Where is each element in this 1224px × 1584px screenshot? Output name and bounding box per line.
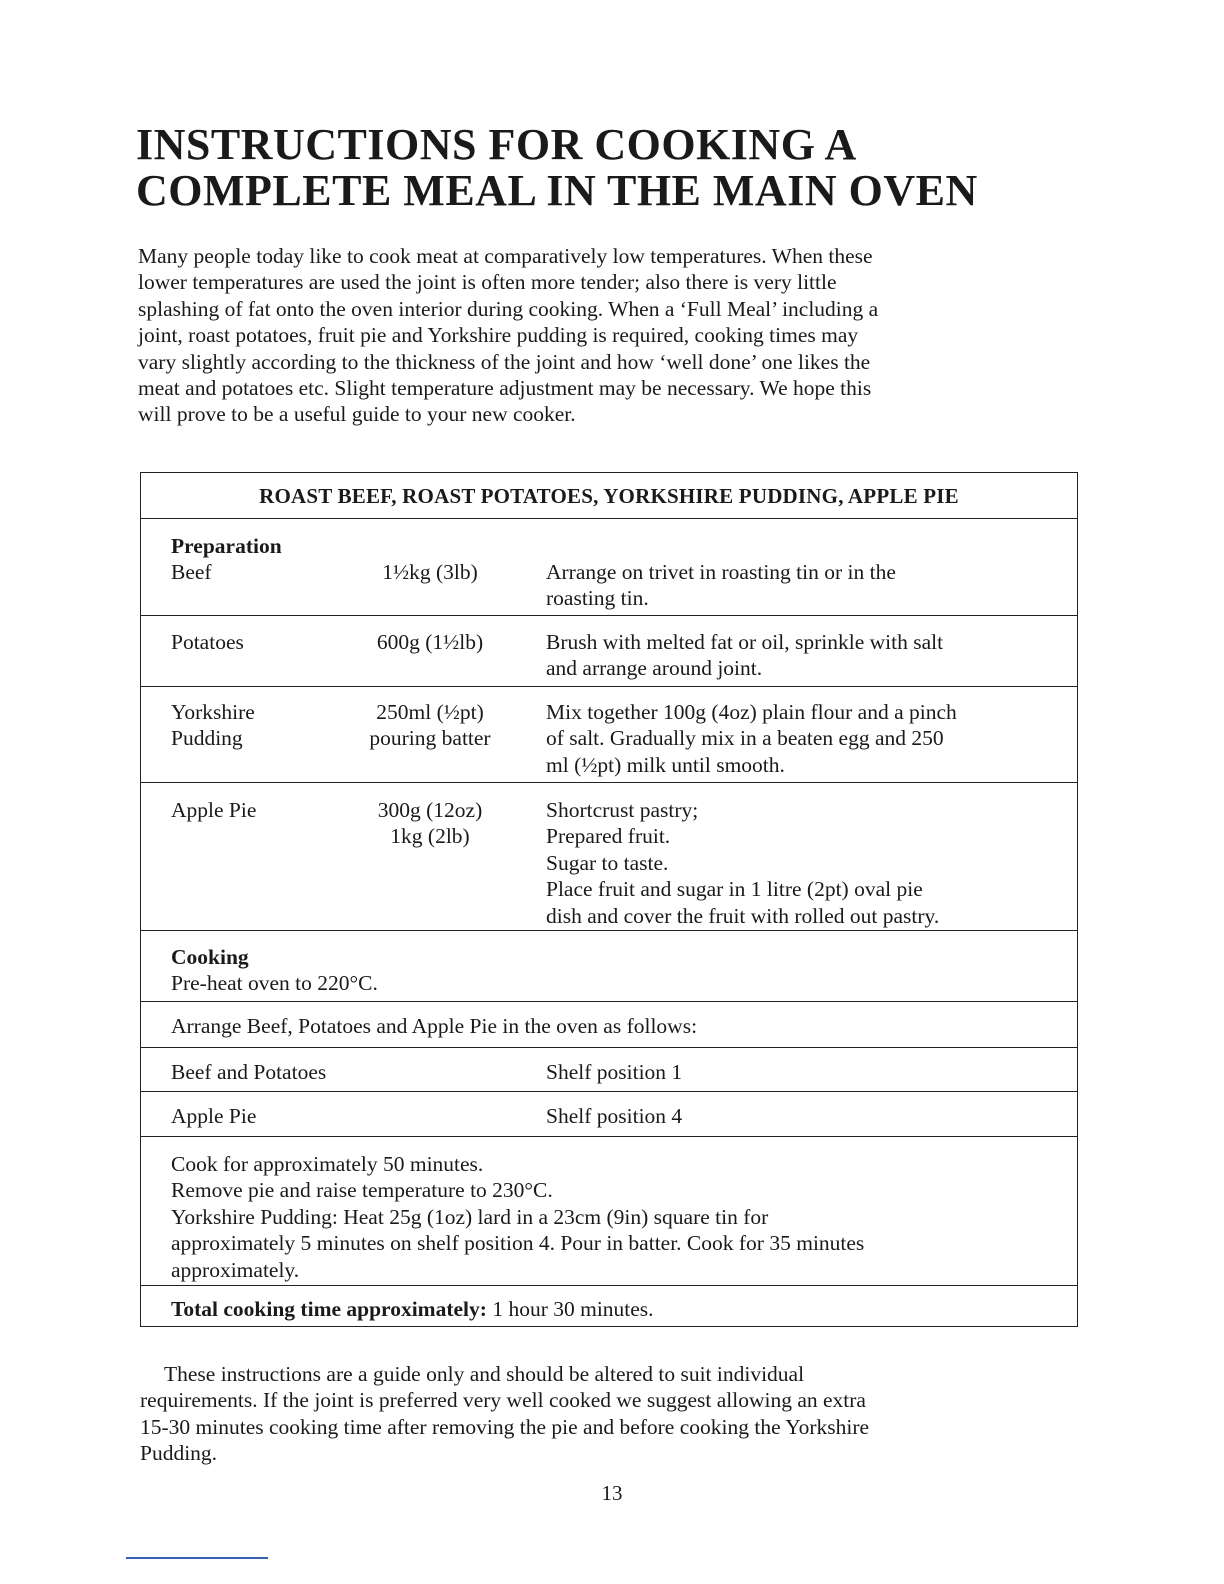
notes-apple-pie: Shortcrust pastry; Prepared fruit. Sugar to taste. Place fruit and sugar in 1 litre (2pt) oval pie dish and cover the fruit with rolled out pastry. [546,798,940,928]
qty-yorkshire: 250ml (½pt) [376,700,484,724]
table-row-shelf-beef [141,1048,1077,1092]
item-apple-pie: Apple Pie [171,798,257,822]
notes-potatoes: Brush with melted fat or oil, sprinkle with salt and arrange around joint. [546,630,944,681]
intro-line: joint, roast potatoes, fruit pie and Yorkshire pudding is required, cooking times may [138,323,859,348]
cooking-label: Cooking [171,945,249,969]
outro-line: Pudding. [140,1441,218,1466]
item-potatoes: Potatoes [171,630,244,654]
qty-yorkshire: pouring batter [369,726,491,751]
shelf-item-pie: Apple Pie [171,1104,257,1128]
intro-line: splashing of fat onto the oven interior during cooking. When a ‘Full Meal’ including a [138,296,879,321]
intro-line: lower temperatures are used the joint is often more tender; also there is very little [138,270,837,295]
title-line-1: INSTRUCTIONS FOR COOKING A [136,120,857,169]
intro-paragraph [138,243,1058,428]
shelf-item-beef: Beef and Potatoes [171,1060,327,1084]
outro-line: requirements. If the joint is preferred very well cooked we suggest allowing an extra [140,1388,866,1413]
table-heading: ROAST BEEF, ROAST POTATOES, YORKSHIRE PUDDING, APPLE PIE [259,484,959,508]
table-row-total [141,1286,1077,1328]
table-row-shelf-pie [141,1092,1077,1137]
intro-line: vary slightly according to the thickness of the joint and how ‘well done’ one likes the [138,349,871,374]
table-row-cooking [141,931,1077,1002]
intro-line: meat and potatoes etc. Slight temperature adjustment may be necessary. We hope this [138,376,872,401]
table-row-yorkshire [141,687,1077,783]
outro-line: These instructions are a guide only and should be altered to suit individual [164,1362,805,1386]
intro-line: will prove to be a useful guide to your new cooker. [138,402,576,427]
page-title [136,122,1096,214]
outro-line: 15-30 minutes cooking time after removing the pie and before cooking the Yorkshire [140,1414,870,1439]
table-row-cook-steps [141,1137,1077,1286]
closing-paragraph [140,1361,1060,1467]
intro-line: Many people today like to cook meat at comparatively low temperatures. When these [138,244,873,268]
preheat-text: Pre-heat oven to 220°C. [171,971,378,996]
shelf-position-beef: Shelf position 1 [546,1060,683,1084]
table-row-beef [141,519,1077,616]
cook-steps: Cook for approximately 50 minutes. Remove pie and raise temperature to 230°C. Yorkshire Pudding: Heat 25g (1oz) lard in a 23cm (9in) square tin for approximately 5 minutes on shelf position 4. Pour in batter. Cook for 35 minutes approximately. [171,1152,865,1282]
table-row-arrange [141,1002,1077,1048]
notes-beef: Arrange on trivet in roasting tin or in the roasting tin. [546,560,896,611]
total-label: Total cooking time approximately: [171,1297,487,1321]
page-number: 13 [601,1481,623,1505]
item-yorkshire: Yorkshire [171,700,255,724]
preparation-label: Preparation [171,534,282,558]
item-beef: Beef [171,560,212,585]
total-value: 1 hour 30 minutes. [486,1297,654,1321]
qty-apple-pie: 1kg (2lb) [390,824,470,849]
title-line-2: COMPLETE MEAL IN THE MAIN OVEN [136,166,978,215]
qty-potatoes: 600g (1½lb) [376,630,484,654]
arrange-text: Arrange Beef, Potatoes and Apple Pie in the oven as follows: [171,1014,698,1038]
table-row-potatoes [141,616,1077,687]
qty-apple-pie: 300g (12oz) [377,798,483,822]
table-row-apple-pie [141,783,1077,931]
notes-yorkshire: Mix together 100g (4oz) plain flour and a pinch of salt. Gradually mix in a beaten egg and 250 ml (½pt) milk until smooth. [546,700,957,777]
footer-rule [126,1557,268,1559]
qty-beef: 1½kg (3lb) [382,560,478,584]
recipe-table [140,472,1078,1327]
table-heading-row [141,473,1077,519]
item-yorkshire: Pudding [171,726,243,751]
shelf-position-pie: Shelf position 4 [546,1104,683,1128]
